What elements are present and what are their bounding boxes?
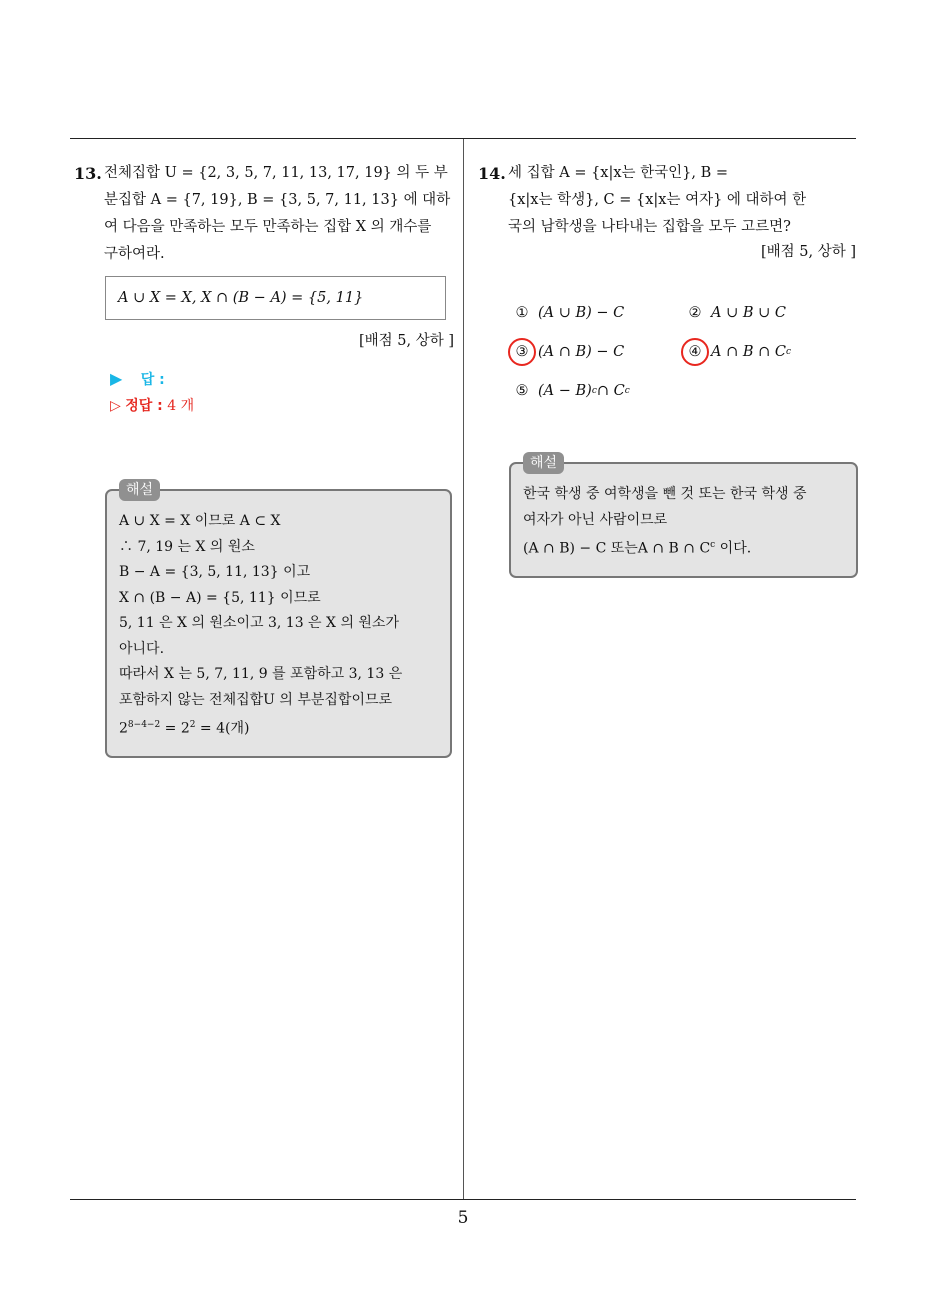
choice-superscript-2: c [624,385,630,396]
explanation-box [105,482,452,758]
score-label: [배점 5, 상하 ] [358,333,454,349]
choice-text: (A ∪ B) − C [538,304,625,321]
formula-exponent-2: 2 [189,720,196,730]
outline-triangle-icon: ▷ [110,398,121,414]
choice-4[interactable] [685,342,858,362]
question-line: 전체집합 U = {2, 3, 5, 7, 11, 13, 17, 19} 의 두 부 [104,165,448,181]
choice-superscript: c [591,385,597,396]
choice-number-marked: ④ [685,342,705,362]
choice-text-2: ∩ C [596,382,625,399]
choice-number-marked: ③ [512,342,532,362]
correct-answer-line [110,393,456,419]
choice-5[interactable] [512,381,688,401]
correct-label: 정답 : [125,398,163,414]
question-14 [478,160,858,578]
column-divider [463,139,464,1199]
explanation-end: 이다. [715,540,752,557]
choice-superscript: c [785,346,792,357]
choice-1[interactable] [512,303,685,323]
question-line: 국의 남학생을 나타내는 집합을 모두 고르면? [508,219,791,235]
question-number: 14. [478,164,506,183]
question-text [508,160,806,241]
play-icon: ▶ [110,369,123,388]
explanation-expr: (A ∩ B) − C 또는A ∩ B ∩ C [523,540,711,557]
page-number: 5 [457,1208,469,1228]
formula-base: 2 [119,720,128,737]
choice-text: A ∩ B ∩ C [711,343,786,360]
formula-end: = 4(개) [195,720,250,737]
explanation-line: 포함하지 않는 전체집합U 의 부분집합이므로 [119,691,393,708]
explanation-line: ∴ 7, 19 는 X 의 원소 [119,538,255,555]
explanation-line: 여자가 아닌 사람이므로 [523,511,668,528]
choice-number: ① [515,304,529,321]
explanation-line: 5, 11 은 X 의 원소이고 3, 13 은 X 의 원소가 [119,615,399,631]
question-line: 분집합 A = {7, 19}, B = {3, 5, 7, 11, 13} 에 대하 [104,192,451,208]
explanation-superscript: c [710,540,716,550]
question-13 [74,160,456,758]
choice-list [512,293,858,410]
formula-mid: = 2 [160,720,190,737]
explanation-line: X ∩ (B − A) = {5, 11} 이므로 [119,589,321,606]
explanation-line: B − A = {3, 5, 11, 13} 이고 [119,564,311,580]
explanation-formula [119,713,438,742]
question-text [104,160,450,268]
question-line: {x|x는 학생}, C = {x|x는 여자} 에 대하여 한 [508,192,807,208]
choice-2[interactable] [685,303,858,323]
question-number: 13. [74,164,102,183]
explanation-line: A ∪ X = X 이므로 A ⊂ X [119,513,281,529]
question-line: 세 집합 A = {x|x는 한국인}, B = [508,165,729,181]
score-label: [배점 5, 상하 ] [760,244,856,260]
explanation-box [509,455,858,578]
question-line: 구하여라. [104,246,165,262]
choice-text: (A − B) [538,382,592,399]
condition-box: A ∪ X = X, X ∩ (B − A) = {5, 11} [105,276,446,320]
correct-value: 4 개 [167,398,195,414]
explanation-line: 한국 학생 중 여학생을 뺀 것 또는 한국 학생 중 [523,486,807,502]
choice-number: ② [688,304,702,321]
choice-number: ⑤ [515,382,529,399]
question-line: 여 다음을 만족하는 모두 만족하는 집합 X 의 개수를 [104,219,432,235]
explanation-tag: 해설 [119,479,160,501]
choice-text: (A ∩ B) − C [538,343,625,360]
bottom-rule [70,1199,856,1200]
explanation-line: 아니다. [119,640,165,657]
answer-line [110,366,456,393]
explanation-line: 따라서 X 는 5, 7, 11, 9 를 포함하고 3, 13 은 [119,666,403,682]
formula-exponent: 8−4−2 [127,720,161,730]
explanation-tag: 해설 [523,452,564,474]
answer-label: 답 : [140,372,165,388]
choice-3[interactable] [512,342,685,362]
explanation-line [523,533,844,562]
choice-text: A ∪ B ∪ C [711,304,786,321]
